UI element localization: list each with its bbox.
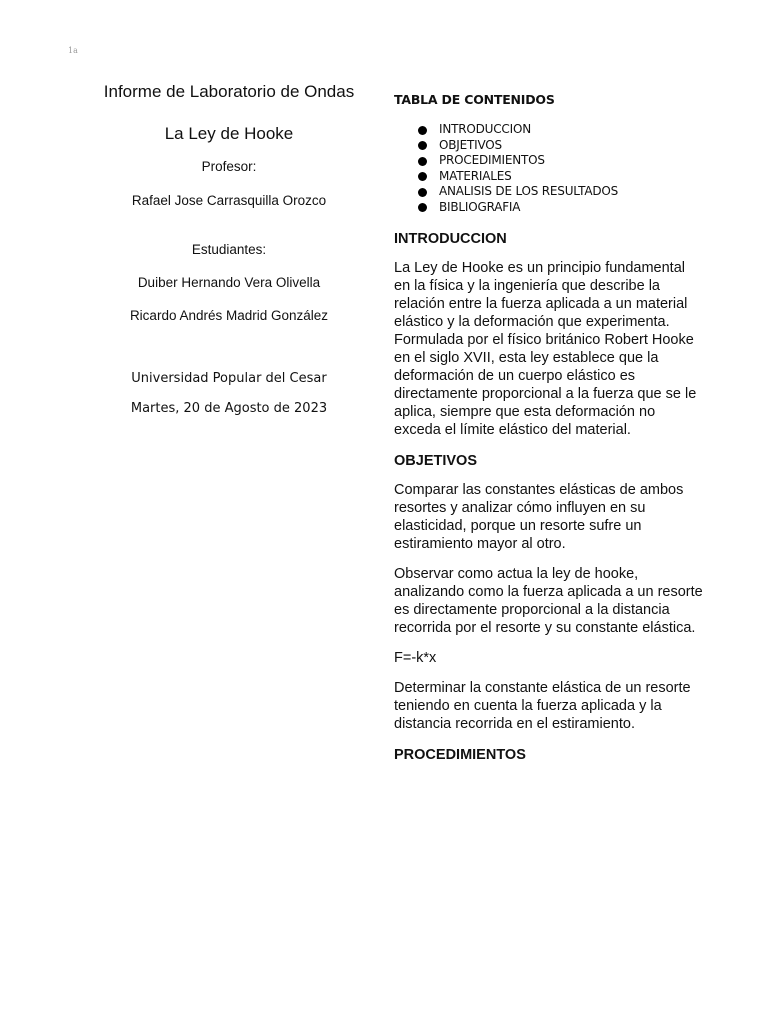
introduccion-paragraph: La Ley de Hooke es un principio fundamental en la física y la ingeniería que describe la relación entre la fuerza aplicada a un material elástico y la deformación que experimenta. Formulada por el físico británico Robert Hooke en el siglo XVII, esta ley establece que la deformación de un cuerpo elástico es directamente proporcional a la fuerza que se le aplica, siempre que esta deformación no exceda el límite elástico del material. (394, 260, 697, 438)
toc-item (418, 169, 704, 185)
toc-title: TABLA DE CONTENIDOS (394, 92, 555, 107)
bullet-icon (418, 157, 427, 166)
document-subtitle: La Ley de Hooke (164, 124, 294, 143)
university-name: Universidad Popular del Cesar (131, 371, 327, 386)
toc-item-label: BIBLIOGRAFIA (439, 199, 521, 214)
bullet-icon (418, 188, 427, 197)
toc-item (418, 200, 704, 216)
bullet-icon (418, 172, 427, 181)
section-heading-introduccion: INTRODUCCION (394, 231, 507, 247)
report-date: Martes, 20 de Agosto de 2023 (130, 401, 328, 416)
bullet-icon (418, 126, 427, 135)
bullet-icon (418, 141, 427, 150)
hooke-formula: F=-k*x (394, 650, 437, 666)
professor-label: Profesor: (201, 159, 257, 174)
objetivos-paragraph: Observar como actua la ley de hooke, analizando como la fuerza aplicada a un resorte es directamente proporcional a la distancia recorrida por el resorte y su constante elástica. (394, 566, 703, 636)
document-title: Informe de Laboratorio de Ondas (103, 82, 355, 101)
toc-item-label: PROCEDIMIENTOS (439, 153, 545, 167)
toc-item (418, 122, 704, 138)
section-heading-objetivos: OBJETIVOS (394, 453, 477, 469)
objetivos-paragraph: Comparar las constantes elásticas de ambos resortes y analizar cómo influyen en su elasticidad, porque un resorte sufre un estiramiento mayor al otro. (394, 482, 684, 552)
student-name: Ricardo Andrés Madrid González (129, 308, 329, 323)
page-mark: 1a (68, 46, 78, 55)
toc-item-label: INTRODUCCION (439, 122, 531, 136)
toc-list (394, 122, 704, 215)
toc-item (418, 138, 704, 154)
bullet-icon (418, 203, 427, 212)
toc-item-label: OBJETIVOS (439, 137, 502, 152)
student-name: Duiber Hernando Vera Olivella (137, 275, 321, 290)
objetivos-paragraph: Determinar la constante elástica de un resorte teniendo en cuenta la fuerza aplicada y la distancia recorrida en el estiramiento. (394, 680, 691, 732)
cover-column (98, 80, 360, 418)
toc-item-label: MATERIALES (439, 168, 512, 183)
toc-item (418, 153, 704, 169)
section-heading-procedimientos: PROCEDIMIENTOS (394, 747, 526, 763)
students-label: Estudiantes: (191, 242, 267, 257)
professor-name: Rafael Jose Carrasquilla Orozco (131, 193, 327, 208)
content-column (394, 90, 704, 765)
toc-item (418, 184, 704, 200)
toc-item-label: ANALISIS DE LOS RESULTADOS (439, 184, 619, 198)
